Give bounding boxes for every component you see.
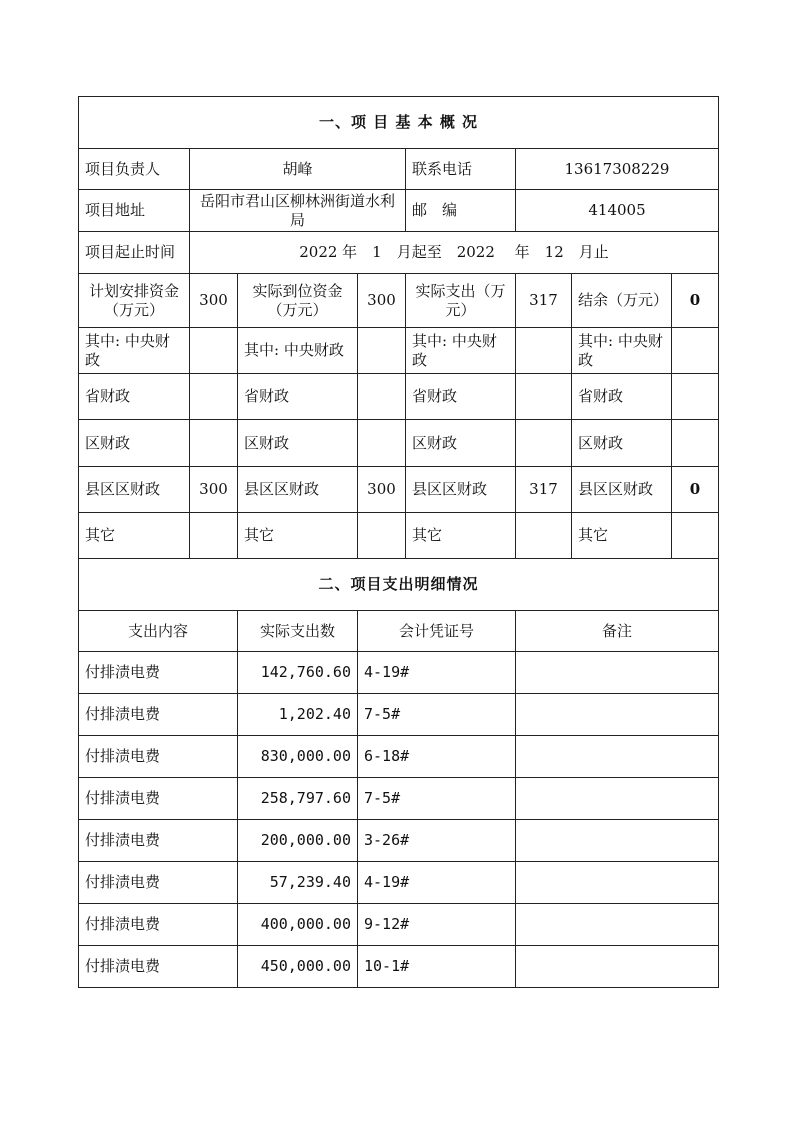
central-finance-value-1 [190, 328, 238, 374]
other-finance-label-3: 其它 [406, 513, 516, 559]
detail-amount: 450,000.00 [238, 946, 358, 988]
received-funds-value: 300 [358, 274, 406, 328]
detail-voucher: 4-19# [358, 652, 516, 694]
detail-header-content: 支出内容 [79, 611, 238, 652]
district-finance-value-2 [358, 420, 406, 467]
detail-voucher: 7-5# [358, 778, 516, 820]
district-finance-label-3: 区财政 [406, 420, 516, 467]
planned-funds-label: 计划安排资金（万元） [79, 274, 190, 328]
owner-label: 项目负责人 [79, 149, 190, 190]
received-funds-label: 实际到位资金（万元） [238, 274, 358, 328]
county-spent-value: 317 [516, 467, 572, 513]
balance-value: 0 [672, 274, 719, 328]
detail-remark [516, 862, 719, 904]
address-value: 岳阳市君山区柳林洲街道水利局 [190, 190, 406, 232]
county-finance-label-4: 县区区财政 [572, 467, 672, 513]
county-finance-label-3: 县区区财政 [406, 467, 516, 513]
section1-title: 一、项 目 基 本 概 况 [79, 97, 719, 149]
table-row [79, 904, 719, 946]
detail-voucher: 4-19# [358, 862, 516, 904]
central-finance-value-4 [672, 328, 719, 374]
balance-label: 结余（万元） [572, 274, 672, 328]
table-row [79, 694, 719, 736]
table-row [79, 862, 719, 904]
district-finance-value-3 [516, 420, 572, 467]
period-label: 项目起止时间 [79, 232, 190, 274]
planned-funds-value: 300 [190, 274, 238, 328]
county-received-value: 300 [358, 467, 406, 513]
province-finance-label-4: 省财政 [572, 374, 672, 420]
detail-amount: 1,202.40 [238, 694, 358, 736]
detail-content: 付排渍电费 [79, 736, 238, 778]
postcode-label: 邮 编 [406, 190, 516, 232]
detail-header-amount: 实际支出数 [238, 611, 358, 652]
central-finance-label-3: 其中: 中央财政 [406, 328, 516, 374]
detail-voucher: 9-12# [358, 904, 516, 946]
project-form-table [78, 96, 719, 988]
other-finance-value-2 [358, 513, 406, 559]
phone-value: 13617308229 [516, 149, 719, 190]
table-row [79, 820, 719, 862]
detail-remark [516, 694, 719, 736]
table-row [79, 778, 719, 820]
period-value: 2022 年 1 月起至 2022 年 12 月止 [190, 232, 719, 274]
district-finance-value-1 [190, 420, 238, 467]
district-finance-label-2: 区财政 [238, 420, 358, 467]
table-row [79, 652, 719, 694]
county-finance-label-2: 县区区财政 [238, 467, 358, 513]
detail-remark [516, 736, 719, 778]
detail-amount: 57,239.40 [238, 862, 358, 904]
central-finance-value-3 [516, 328, 572, 374]
detail-header-remark: 备注 [516, 611, 719, 652]
other-finance-value-4 [672, 513, 719, 559]
province-finance-value-1 [190, 374, 238, 420]
detail-remark [516, 904, 719, 946]
detail-voucher: 10-1# [358, 946, 516, 988]
detail-content: 付排渍电费 [79, 694, 238, 736]
central-finance-label-4: 其中: 中央财政 [572, 328, 672, 374]
detail-amount: 400,000.00 [238, 904, 358, 946]
province-finance-value-4 [672, 374, 719, 420]
detail-content: 付排渍电费 [79, 904, 238, 946]
detail-remark [516, 778, 719, 820]
other-finance-value-1 [190, 513, 238, 559]
spent-funds-value: 317 [516, 274, 572, 328]
detail-content: 付排渍电费 [79, 778, 238, 820]
detail-amount: 200,000.00 [238, 820, 358, 862]
detail-amount: 142,760.60 [238, 652, 358, 694]
central-finance-value-2 [358, 328, 406, 374]
province-finance-value-3 [516, 374, 572, 420]
county-planned-value: 300 [190, 467, 238, 513]
province-finance-label-1: 省财政 [79, 374, 190, 420]
spent-funds-label: 实际支出（万元） [406, 274, 516, 328]
detail-voucher: 7-5# [358, 694, 516, 736]
detail-voucher: 3-26# [358, 820, 516, 862]
province-finance-label-2: 省财政 [238, 374, 358, 420]
central-finance-label-2: 其中: 中央财政 [238, 328, 358, 374]
detail-remark [516, 652, 719, 694]
other-finance-label-4: 其它 [572, 513, 672, 559]
detail-amount: 258,797.60 [238, 778, 358, 820]
phone-label: 联系电话 [406, 149, 516, 190]
postcode-value: 414005 [516, 190, 719, 232]
other-finance-label-1: 其它 [79, 513, 190, 559]
other-finance-value-3 [516, 513, 572, 559]
detail-content: 付排渍电费 [79, 652, 238, 694]
district-finance-label-1: 区财政 [79, 420, 190, 467]
detail-content: 付排渍电费 [79, 862, 238, 904]
province-finance-value-2 [358, 374, 406, 420]
county-finance-label-1: 县区区财政 [79, 467, 190, 513]
detail-amount: 830,000.00 [238, 736, 358, 778]
district-finance-label-4: 区财政 [572, 420, 672, 467]
central-finance-label-1: 其中: 中央财政 [79, 328, 190, 374]
district-finance-value-4 [672, 420, 719, 467]
detail-remark [516, 946, 719, 988]
detail-voucher: 6-18# [358, 736, 516, 778]
section2-title: 二、项目支出明细情况 [79, 559, 719, 611]
detail-content: 付排渍电费 [79, 820, 238, 862]
detail-header-voucher: 会计凭证号 [358, 611, 516, 652]
detail-content: 付排渍电费 [79, 946, 238, 988]
owner-value: 胡峰 [190, 149, 406, 190]
table-row [79, 946, 719, 988]
province-finance-label-3: 省财政 [406, 374, 516, 420]
detail-remark [516, 820, 719, 862]
address-label: 项目地址 [79, 190, 190, 232]
table-row [79, 736, 719, 778]
county-balance-value: 0 [672, 467, 719, 513]
other-finance-label-2: 其它 [238, 513, 358, 559]
